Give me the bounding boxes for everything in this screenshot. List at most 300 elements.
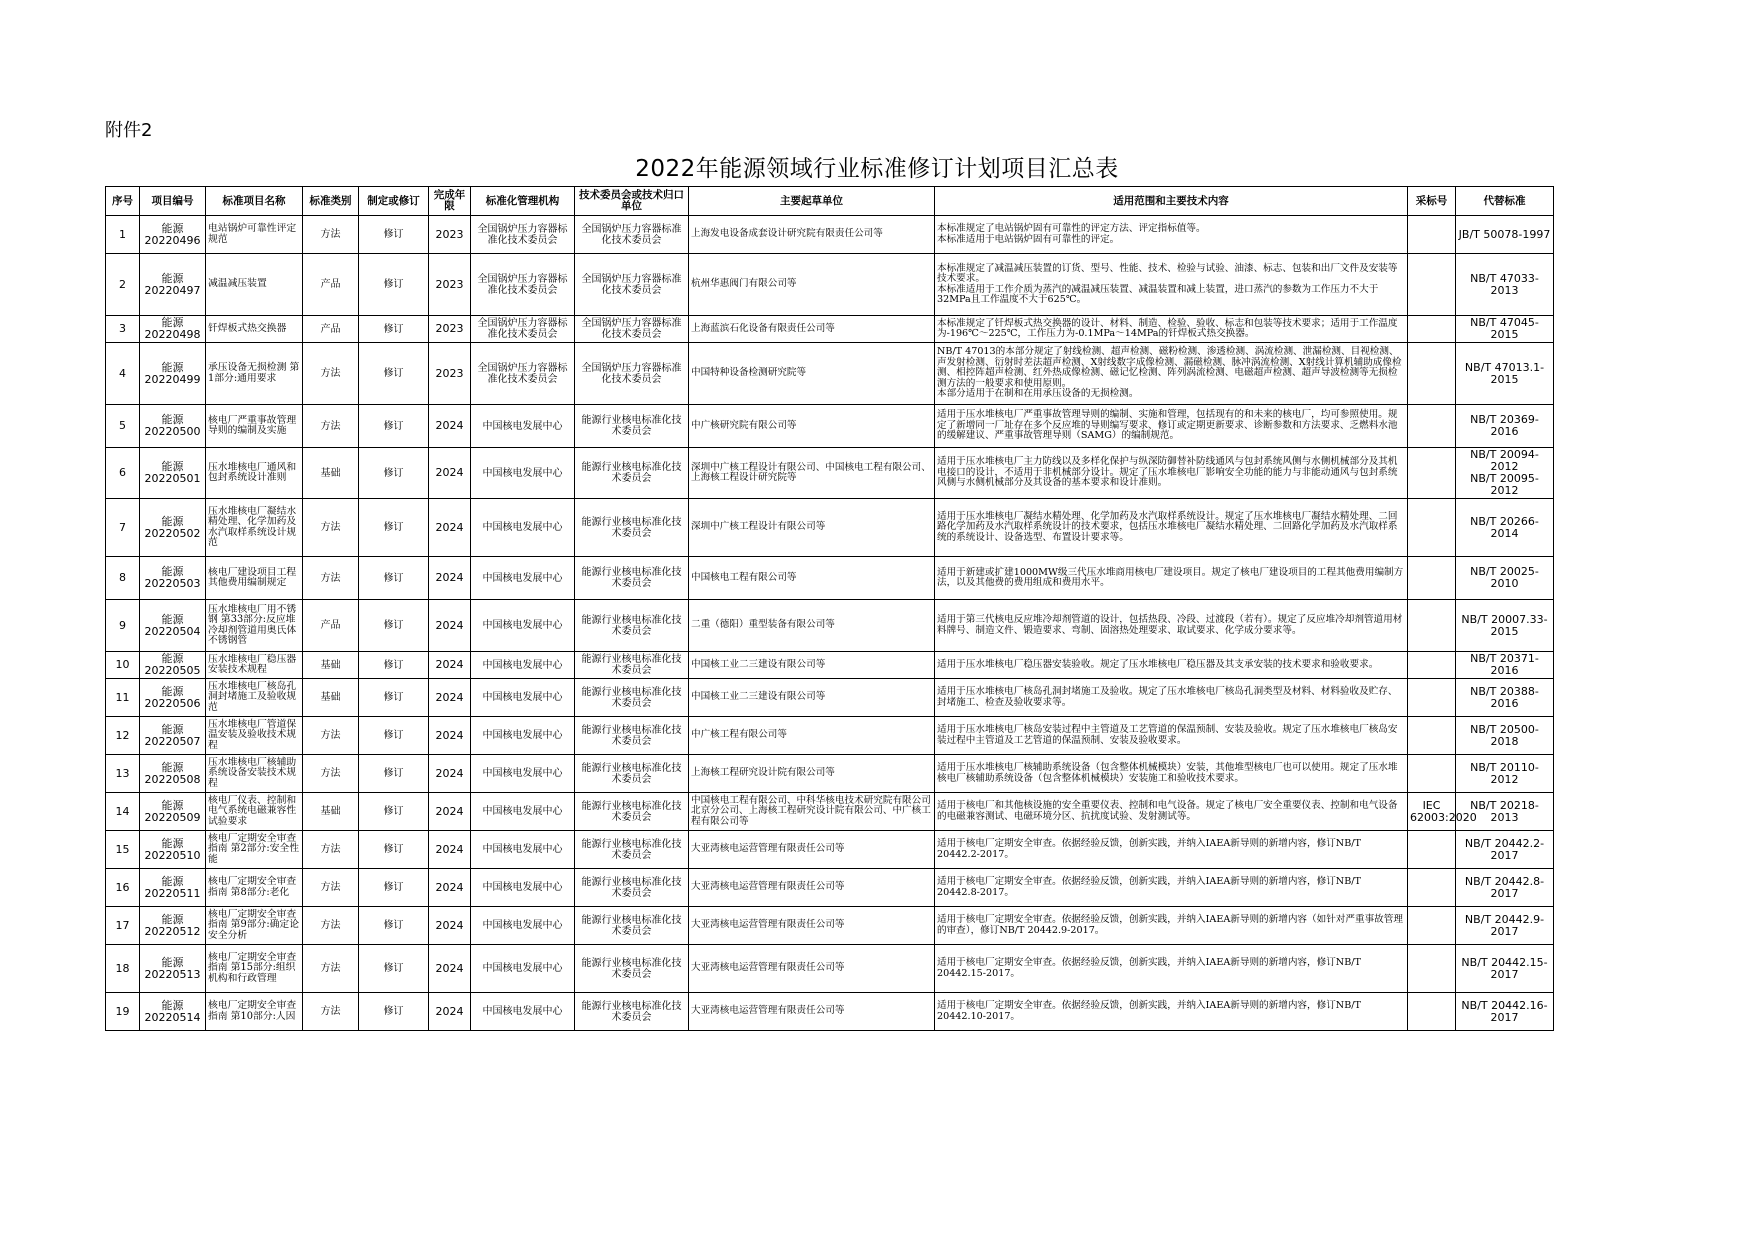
drafting-unit-text: 杭州华惠阀门有限公司等 [691,278,797,290]
revision-type-text: 修订 [383,844,404,855]
scope-content [935,448,1408,499]
standard-category-text: 方法 [320,768,341,779]
scope-content [935,254,1408,316]
standard-name-text: 压水堆核电厂核辅助系统设备安装技术规程 [208,756,297,789]
replaced-standard [1456,945,1554,993]
project-code-text: 20220496 [144,233,201,247]
row-index-text: 16 [115,880,130,894]
technical-committee [575,679,689,717]
project-code-text: 能源 [161,460,184,473]
standard-category [303,755,359,793]
completion-year-text: 2024 [435,466,464,479]
replaced-standard [1456,755,1554,793]
project-code-text: 20220507 [144,734,201,748]
project-code-text: 能源 [161,221,184,235]
row-index [106,600,140,652]
technical-committee [575,652,689,679]
project-code-text: 20220500 [144,425,201,438]
standards-table [105,186,1554,1031]
standard-name [206,755,303,793]
technical-committee-text: 能源行业核电标准化技术委员会 [581,957,682,980]
scope-content [935,679,1408,717]
scope-content-text: 适用于核电厂定期安全审查。依据经验反馈，创新实践，并纳入IAEA新导则的新增内容，修订NB/T 20442.8-2017。 [937,876,1361,898]
revision-type [359,405,429,448]
management-org-text: 中国核电发展中心 [482,1006,563,1017]
revision-type-text: 修订 [383,368,404,379]
drafting-unit-text: 大亚湾核电运营管理有限责任公司等 [691,881,845,893]
revision-type [359,907,429,945]
project-code [140,679,206,717]
adopted-standard [1408,499,1456,557]
completion-year-text: 2024 [435,618,464,632]
standard-name-text: 钎焊板式热交换器 [208,322,287,334]
technical-committee [575,717,689,755]
replaced-standard [1456,254,1554,316]
technical-committee-text: 能源行业核电标准化技术委员会 [581,415,682,437]
management-org-text: 中国核电发展中心 [482,522,563,533]
technical-committee [575,316,689,343]
standard-category [303,907,359,945]
revision-type-text: 修订 [383,620,404,631]
revision-type [359,448,429,499]
project-code-text: 20220498 [144,328,201,341]
revision-type [359,869,429,907]
revision-type-text: 修订 [383,963,404,974]
drafting-unit [689,831,935,869]
technical-committee-text: 全国锅炉压力容器标准化技术委员会 [581,223,682,246]
project-code [140,343,206,405]
scope-content-text: 适用于压水堆核电厂核辅助系统设备（包含整体机械模块）安装，其他堆型核电厂也可以使用。规定了压水堆核电厂核辅助系统设备（包含整体机械模块）安装施工和验收技术要求。 [937,762,1398,784]
revision-type-text: 修订 [383,1006,404,1017]
drafting-unit [689,755,935,793]
drafting-unit [689,945,935,993]
completion-year [429,557,471,600]
project-code-text: 20220509 [144,810,201,824]
completion-year-text: 2024 [435,419,464,432]
management-org [471,679,575,717]
standard-category-text: 基础 [320,806,341,817]
row-index-text: 14 [115,804,130,818]
replaced-standard [1456,316,1554,343]
standard-category [303,793,359,831]
management-org-text: 中国核电发展中心 [482,806,563,817]
drafting-unit-text: 二重（德阳）重型装备有限公司等 [691,619,835,631]
row-index [106,216,140,254]
project-code-text: 能源 [161,514,184,528]
row-index [106,907,140,945]
row-index-text: 12 [115,728,130,742]
revision-type [359,793,429,831]
replaced-standard-text: NB/T 20110-2012 [1470,760,1539,786]
standard-name [206,216,303,254]
project-code [140,499,206,557]
drafting-unit [689,316,935,343]
standard-name [206,499,303,557]
project-code [140,600,206,652]
management-org-text: 中国核电发展中心 [482,467,563,479]
technical-committee-text: 能源行业核电标准化技术委员会 [581,1000,682,1023]
scope-content-text: 适用于压水堆核电厂主力防线以及多样化保护与纵深防御替补防线通风与包封系统风侧与水侧机械部分及其机电接口的设计，不适用于非机械部分设计。规定了压水堆核电厂影响安全功能的能力与非能动通风与包封系统风侧与水侧机械部分及其设备的基本要求和设计准则。 [937,456,1398,489]
revision-type-text: 修订 [383,730,404,741]
standard-name [206,652,303,679]
technical-committee-text: 能源行业核电标准化技术委员会 [581,800,682,823]
replaced-standard [1456,448,1554,499]
replaced-standard-text: NB/T 47033-2013 [1470,271,1539,297]
replaced-standard [1456,216,1554,254]
scope-content [935,945,1408,993]
revision-type-text: 修订 [383,692,404,703]
replaced-standard-text: NB/T 20266-2014 [1470,514,1539,540]
row-index-text: 15 [115,842,130,856]
col-header: 完成年限 [429,187,471,216]
completion-year [429,343,471,405]
scope-content [935,557,1408,600]
standard-category-text: 基础 [320,659,341,671]
standard-name-text: 承压设备无损检测 第1部分:通用要求 [208,362,300,384]
management-org-text: 中国核电发展中心 [482,692,563,703]
row-index [106,945,140,993]
management-org-text: 中国核电发展中心 [482,620,563,631]
completion-year-text: 2024 [435,842,464,856]
project-code [140,831,206,869]
replaced-standard [1456,600,1554,652]
replaced-standard-text: NB/T 20218-2013 [1470,798,1539,824]
row-index-text: 7 [119,520,126,534]
adopted-standard [1408,600,1456,652]
replaced-standard-text: NB/T 20500-2018 [1470,722,1539,748]
project-code-text: 20220502 [144,526,201,540]
technical-committee [575,343,689,405]
col-header: 标准类别 [303,187,359,216]
drafting-unit [689,499,935,557]
project-code-text: 能源 [161,360,184,374]
technical-committee [575,557,689,600]
replaced-standard-text: NB/T 47013.1-2015 [1464,360,1545,386]
project-code-text: 能源 [161,565,184,578]
standard-category [303,216,359,254]
row-index-text: 13 [115,766,130,780]
scope-content [935,405,1408,448]
technical-committee [575,869,689,907]
completion-year-text: 2023 [435,227,464,241]
standard-name [206,316,303,343]
project-code-text: 20220503 [144,577,201,590]
project-code [140,254,206,316]
completion-year-text: 2024 [435,766,464,780]
completion-year-text: 2024 [435,961,464,975]
management-org-text: 中国核电发展中心 [482,572,563,584]
drafting-unit [689,907,935,945]
standard-name [206,405,303,448]
project-code-text: 20220511 [144,886,201,900]
table-row [106,343,1554,405]
standard-name [206,993,303,1031]
management-org [471,993,575,1031]
management-org [471,499,575,557]
drafting-unit-text: 大亚湾核电运营管理有限责任公司等 [691,962,845,974]
attachment-label: 附件2 [105,120,153,141]
col-header: 项目编号 [140,187,206,216]
management-org [471,717,575,755]
standard-category [303,831,359,869]
table-row [106,216,1554,254]
drafting-unit [689,679,935,717]
scope-content [935,600,1408,652]
completion-year [429,831,471,869]
technical-committee-text: 能源行业核电标准化技术委员会 [581,762,682,785]
scope-content [935,216,1408,254]
row-index [106,343,140,405]
management-org [471,793,575,831]
standard-category-text: 方法 [320,730,341,741]
management-org [471,907,575,945]
revision-type-text: 修订 [383,572,404,584]
standard-category-text: 方法 [320,920,341,931]
technical-committee [575,600,689,652]
technical-committee-text: 全国锅炉压力容器标准化技术委员会 [581,273,682,296]
adopted-standard [1408,717,1456,755]
standard-category [303,448,359,499]
technical-committee [575,793,689,831]
standard-name-text: 减温减压装置 [208,278,267,290]
revision-type-text: 修订 [383,659,404,671]
project-code-text: 20220512 [144,924,201,938]
revision-type-text: 修订 [383,920,404,931]
standard-name-text: 电站锅炉可靠性评定规范 [208,223,297,245]
standard-category-text: 产品 [320,620,341,631]
standard-name-text: 核电厂定期安全审查指南 第10部分:人因 [208,1000,297,1022]
standard-name [206,869,303,907]
table-row [106,652,1554,679]
management-org-text: 全国锅炉压力容器标准化技术委员会 [477,362,568,385]
revision-type [359,831,429,869]
scope-content [935,831,1408,869]
replaced-standard-text: NB/T 20025-2010 [1470,565,1539,590]
standard-category [303,993,359,1031]
row-index [106,448,140,499]
standard-category-text: 方法 [320,882,341,893]
revision-type [359,755,429,793]
technical-committee-text: 能源行业核电标准化技术委员会 [581,686,682,709]
revision-type-text: 修订 [383,882,404,893]
management-org [471,600,575,652]
row-index [106,405,140,448]
completion-year [429,679,471,717]
drafting-unit [689,993,935,1031]
revision-type [359,945,429,993]
project-code-text: 20220510 [144,848,201,862]
standard-name [206,907,303,945]
technical-committee-text: 能源行业核电标准化技术委员会 [581,876,682,899]
replaced-standard [1456,717,1554,755]
revision-type-text: 修订 [383,522,404,533]
standard-name [206,793,303,831]
scope-content [935,793,1408,831]
project-code-text: 20220504 [144,624,201,638]
adopted-standard [1408,869,1456,907]
adopted-standard-text: IEC 62003:2020 [1410,798,1477,824]
technical-committee [575,993,689,1031]
project-code [140,652,206,679]
revision-type [359,216,429,254]
standard-category [303,316,359,343]
revision-type [359,600,429,652]
scope-content-text: 适用于核电厂定期安全审查。依据经验反馈，创新实践，并纳入IAEA新导则的新增内容（如针对严重事故管理的审查），修订NB/T 20442.9-2017。 [937,914,1403,936]
completion-year-text: 2023 [435,322,464,335]
completion-year [429,755,471,793]
drafting-unit-text: 上海核工程研究设计院有限公司等 [691,767,835,779]
drafting-unit-text: 深圳中广核工程设计有限公司等 [691,521,826,533]
standard-category-text: 方法 [320,368,341,379]
technical-committee-text: 全国锅炉压力容器标准化技术委员会 [581,362,682,385]
completion-year [429,907,471,945]
management-org [471,448,575,499]
standard-name [206,600,303,652]
row-index [106,717,140,755]
scope-content [935,316,1408,343]
project-code-text: 20220506 [144,696,201,710]
standard-name-text: 压水堆核电厂用不锈钢 第33部分:反应堆冷却剂管道用奥氏体不锈钢管 [208,603,297,646]
standard-category [303,600,359,652]
row-index [106,869,140,907]
drafting-unit-text: 中国核电工程有限公司、中科华核电技术研究院有限公司北京分公司、上海核工程研究设计院有限公司、中广核工程有限公司等 [691,794,931,827]
project-code-text: 20220497 [144,283,201,297]
col-header: 代替标准 [1456,187,1554,216]
completion-year [429,316,471,343]
project-code-text: 20220505 [144,664,201,677]
table-row [106,600,1554,652]
scope-content-text: 适用于压水堆核电厂凝结水精处理、化学加药及水汽取样系统设计。规定了压水堆核电厂凝结水精处理、二回路化学加药及水汽取样系统设计的技术要求，包括压水堆核电厂凝结水精处理、二回路化学加药及水汽取样系统的系统设计、设备选型、布置设计要求等。 [937,510,1398,543]
drafting-unit [689,254,935,316]
row-index-text: 2 [119,277,126,291]
adopted-standard [1408,755,1456,793]
technical-committee-text: 能源行业核电标准化技术委员会 [581,516,682,539]
adopted-standard [1408,343,1456,405]
standard-name [206,557,303,600]
standard-name [206,679,303,717]
standard-name-text: 核电厂定期安全审查指南 第8部分:老化 [208,876,297,898]
replaced-standard-text: NB/T 47045-2015 [1470,316,1539,341]
standard-category [303,405,359,448]
completion-year-text: 2024 [435,880,464,894]
drafting-unit [689,216,935,254]
completion-year-text: 2024 [435,728,464,742]
scope-content-text: 适用于压水堆核电厂稳压器安装验收。规定了压水堆核电厂稳压器及其支承安装的技术要求和验收要求。 [937,658,1379,670]
table-row [106,793,1554,831]
project-code-text: 20220513 [144,967,201,981]
table-row [106,993,1554,1031]
project-code-text: 能源 [161,998,184,1012]
row-index-text: 17 [115,918,130,932]
management-org [471,254,575,316]
col-header: 适用范围和主要技术内容 [935,187,1408,216]
revision-type [359,499,429,557]
replaced-standard-text: NB/T 20442.8-2017 [1464,874,1545,900]
replaced-standard-text: NB/T 20371-2016 [1470,652,1539,677]
scope-content-text: 适用于压水堆核电厂核岛安装过程中主管道及工艺管道的保温预制、安装及验收。规定了压水堆核电厂核岛安装过程中主管道及工艺管道的保温预制、安装及验收要求。 [937,724,1398,746]
revision-type [359,652,429,679]
project-code-text: 能源 [161,652,184,665]
scope-content-text: 适用于压水堆核电厂核岛孔洞封堵施工及验收。规定了压水堆核电厂核岛孔洞类型及材料、材料验收及贮存、封堵施工、检查及验收要求等。 [937,686,1398,708]
management-org [471,652,575,679]
row-index-text: 9 [119,618,126,632]
drafting-unit [689,343,935,405]
replaced-standard-text: NB/T 20388-2016 [1470,684,1539,710]
project-code-text: 能源 [161,798,184,812]
replaced-standard-text: NB/T 20007.33-2015 [1461,612,1548,638]
standard-name-text: 压水堆核电厂管道保温安装及验收技术规程 [208,718,297,751]
revision-type [359,557,429,600]
replaced-standard [1456,499,1554,557]
adopted-standard [1408,945,1456,993]
table-row [106,945,1554,993]
scope-content-text: 适用于第三代核电反应堆冷却剂管道的设计，包括热段、冷段、过渡段（若有）。规定了反应堆冷却剂管道用材料牌号、制造文件、锻造要求、弯制、固溶热处理要求、取试要求、化学成分要求等。 [937,614,1403,636]
scope-content [935,343,1408,405]
drafting-unit-text: 上海蓝滨石化设备有限责任公司等 [691,322,835,334]
completion-year-text: 2024 [435,690,464,704]
completion-year [429,216,471,254]
technical-committee [575,499,689,557]
project-code-text: 能源 [161,413,184,426]
scope-content-text: 本标准规定了电站锅炉固有可靠性的评定方法、评定指标值等。 本标准适用于电站锅炉固有可靠性的评定。 [937,223,1206,245]
standard-name [206,254,303,316]
completion-year-text: 2024 [435,918,464,932]
adopted-standard [1408,316,1456,343]
standard-category-text: 产品 [320,279,341,290]
replaced-standard-text: NB/T 20442.16-2017 [1461,998,1548,1024]
row-index-text: 11 [115,690,130,704]
scope-content-text: 适用于核电厂定期安全审查。依据经验反馈，创新实践，并纳入IAEA新导则的新增内容，修订NB/T 20442.10-2017。 [937,1000,1361,1022]
replaced-standard-text: NB/T 20094-2012 NB/T 20095-2012 [1470,448,1539,497]
drafting-unit [689,652,935,679]
project-code [140,907,206,945]
project-code [140,993,206,1031]
standard-name [206,343,303,405]
adopted-standard [1408,405,1456,448]
row-index-text: 6 [119,466,126,479]
management-org-text: 中国核电发展中心 [482,844,563,855]
revision-type [359,343,429,405]
col-header: 主要起草单位 [689,187,935,216]
row-index [106,679,140,717]
technical-committee [575,405,689,448]
standard-category [303,717,359,755]
row-index [106,499,140,557]
scope-content-text: 适用于核电厂和其他核设施的安全重要仪表、控制和电气设备。规定了核电厂安全重要仪表、控制和电气设备的电磁兼容测试、电磁环境分区、抗扰度试验、发射测试等。 [937,800,1398,822]
completion-year [429,869,471,907]
adopted-standard [1408,557,1456,600]
completion-year [429,793,471,831]
revision-type [359,316,429,343]
drafting-unit [689,448,935,499]
completion-year-text: 2023 [435,277,464,291]
technical-committee-text: 能源行业核电标准化技术委员会 [581,567,682,589]
adopted-standard [1408,907,1456,945]
completion-year-text: 2023 [435,366,464,380]
replaced-standard-text: NB/T 20442.2-2017 [1464,836,1545,862]
technical-committee-text: 能源行业核电标准化技术委员会 [581,838,682,861]
standard-category [303,499,359,557]
management-org [471,755,575,793]
revision-type [359,993,429,1031]
standard-name-text: 压水堆核电厂核岛孔洞封堵施工及验收规范 [208,680,297,713]
scope-content [935,755,1408,793]
project-code-text: 能源 [161,722,184,736]
scope-content [935,499,1408,557]
table-row [106,499,1554,557]
project-code-text: 能源 [161,271,184,285]
drafting-unit-text: 大亚湾核电运营管理有限责任公司等 [691,1005,845,1017]
